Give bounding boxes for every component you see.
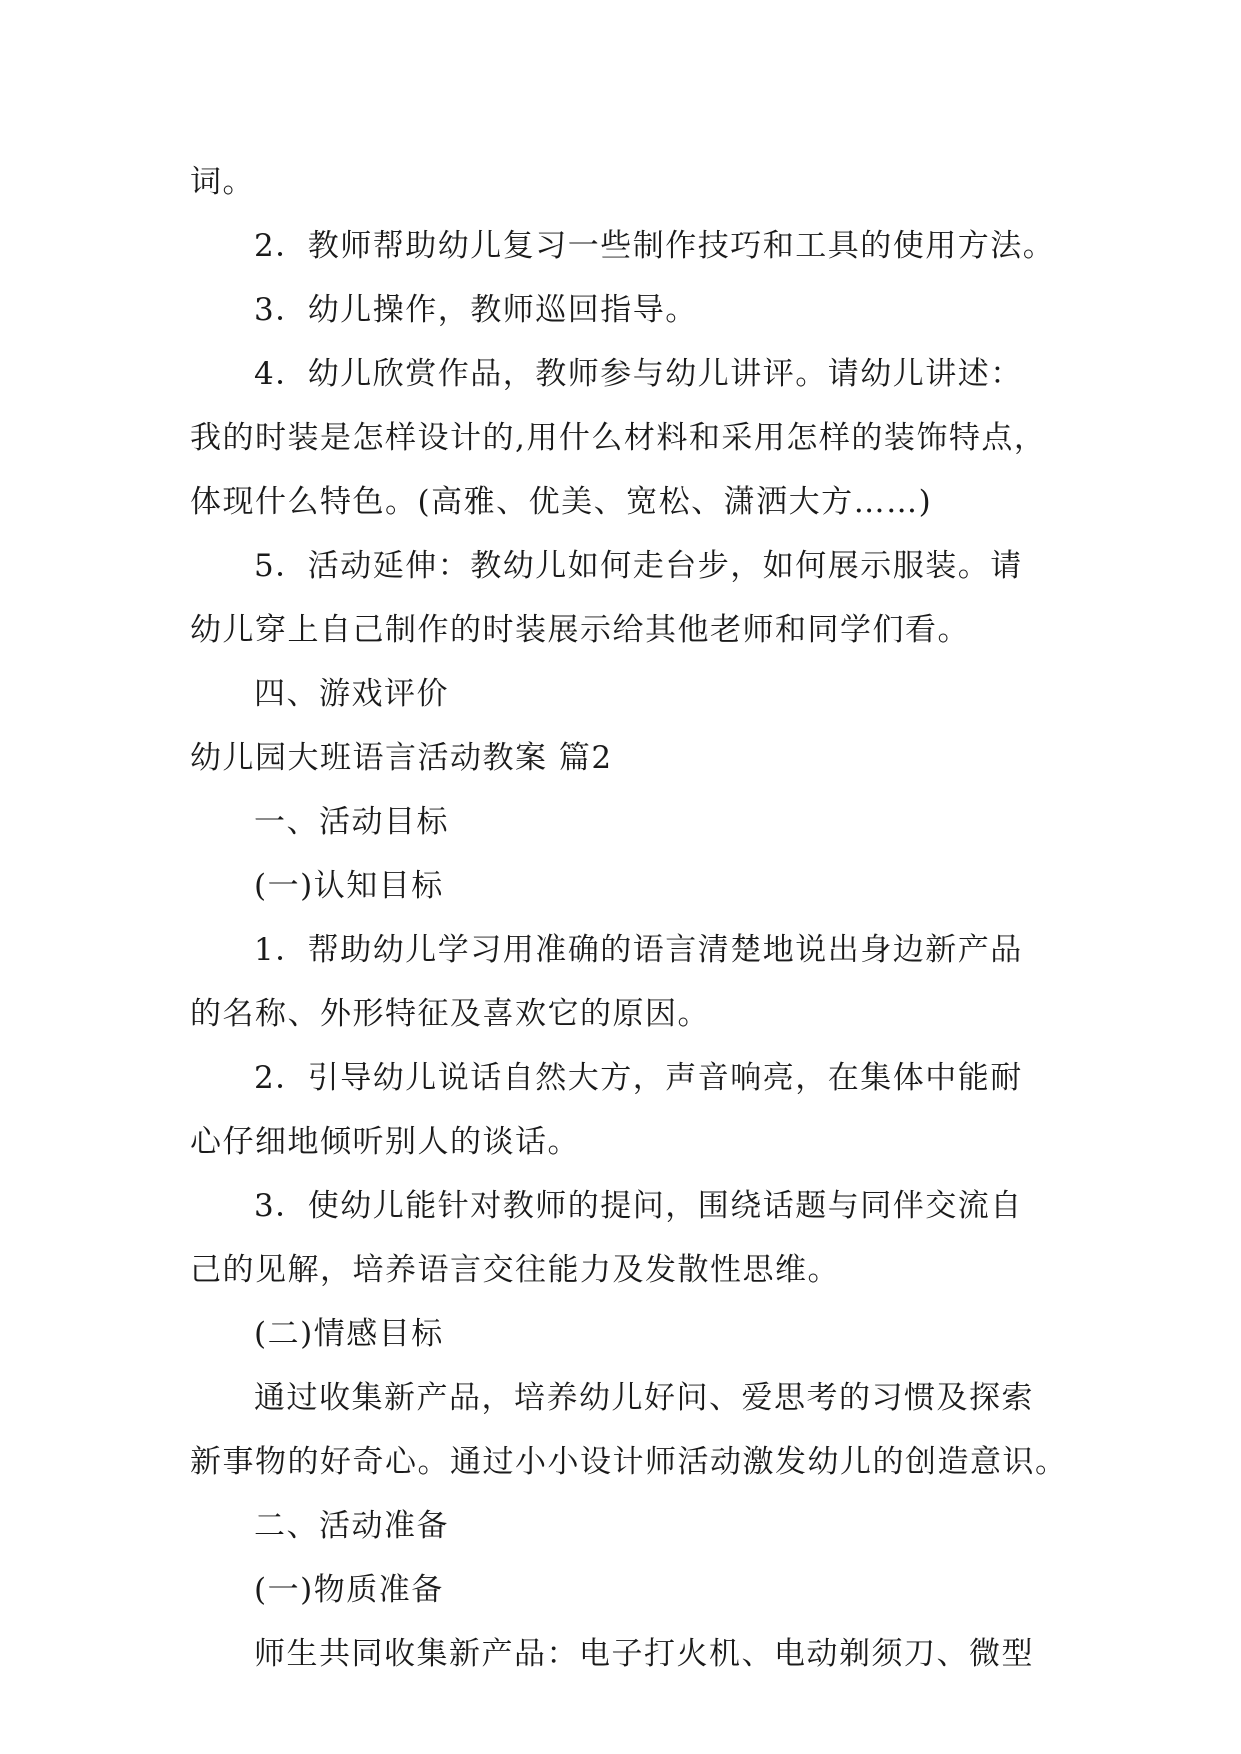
document-body <box>190 150 1070 1686</box>
text-line: 心仔细地倾听别人的谈话。 <box>190 1124 580 1160</box>
section-heading: 二、活动准备 <box>254 1508 449 1544</box>
text-line: 2．教师帮助幼儿复习一些制作技巧和工具的使用方法。 <box>254 228 1056 264</box>
text-line: 体现什么特色。(高雅、优美、宽松、潇洒大方……) <box>190 484 933 520</box>
text-line: 词。 <box>190 164 255 200</box>
subsection-heading: (一)认知目标 <box>254 868 444 904</box>
section-heading: 四、游戏评价 <box>254 676 449 712</box>
text-line: 的名称、外形特征及喜欢它的原因。 <box>190 996 710 1032</box>
text-line: 幼儿穿上自己制作的时装展示给其他老师和同学们看。 <box>190 612 970 648</box>
text-line: 师生共同收集新产品：电子打火机、电动剃须刀、微型 <box>254 1636 1034 1672</box>
subsection-heading: (二)情感目标 <box>254 1316 444 1352</box>
text-line: 5．活动延伸：教幼儿如何走台步，如何展示服装。请 <box>254 548 1023 584</box>
text-line: 4．幼儿欣赏作品，教师参与幼儿讲评。请幼儿讲述： <box>254 356 1023 392</box>
text-line: 我的时装是怎样设计的,用什么材料和采用怎样的装饰特点， <box>190 420 1047 456</box>
text-line: 3．幼儿操作，教师巡回指导。 <box>254 292 698 328</box>
text-line: 己的见解，培养语言交往能力及发散性思维。 <box>190 1252 840 1288</box>
article-title: 幼儿园大班语言活动教案 篇2 <box>190 740 613 776</box>
section-heading: 一、活动目标 <box>254 804 449 840</box>
text-line: 新事物的好奇心。通过小小设计师活动激发幼儿的创造意识。 <box>190 1444 1068 1480</box>
text-line: 2．引导幼儿说话自然大方，声音响亮，在集体中能耐 <box>254 1060 1023 1096</box>
text-line: 1．帮助幼儿学习用准确的语言清楚地说出身边新产品 <box>254 932 1023 968</box>
text-line: 通过收集新产品，培养幼儿好问、爱思考的习惯及探索 <box>254 1380 1034 1416</box>
text-line: 3．使幼儿能针对教师的提问，围绕话题与同伴交流自 <box>254 1188 1023 1224</box>
subsection-heading: (一)物质准备 <box>254 1572 444 1608</box>
